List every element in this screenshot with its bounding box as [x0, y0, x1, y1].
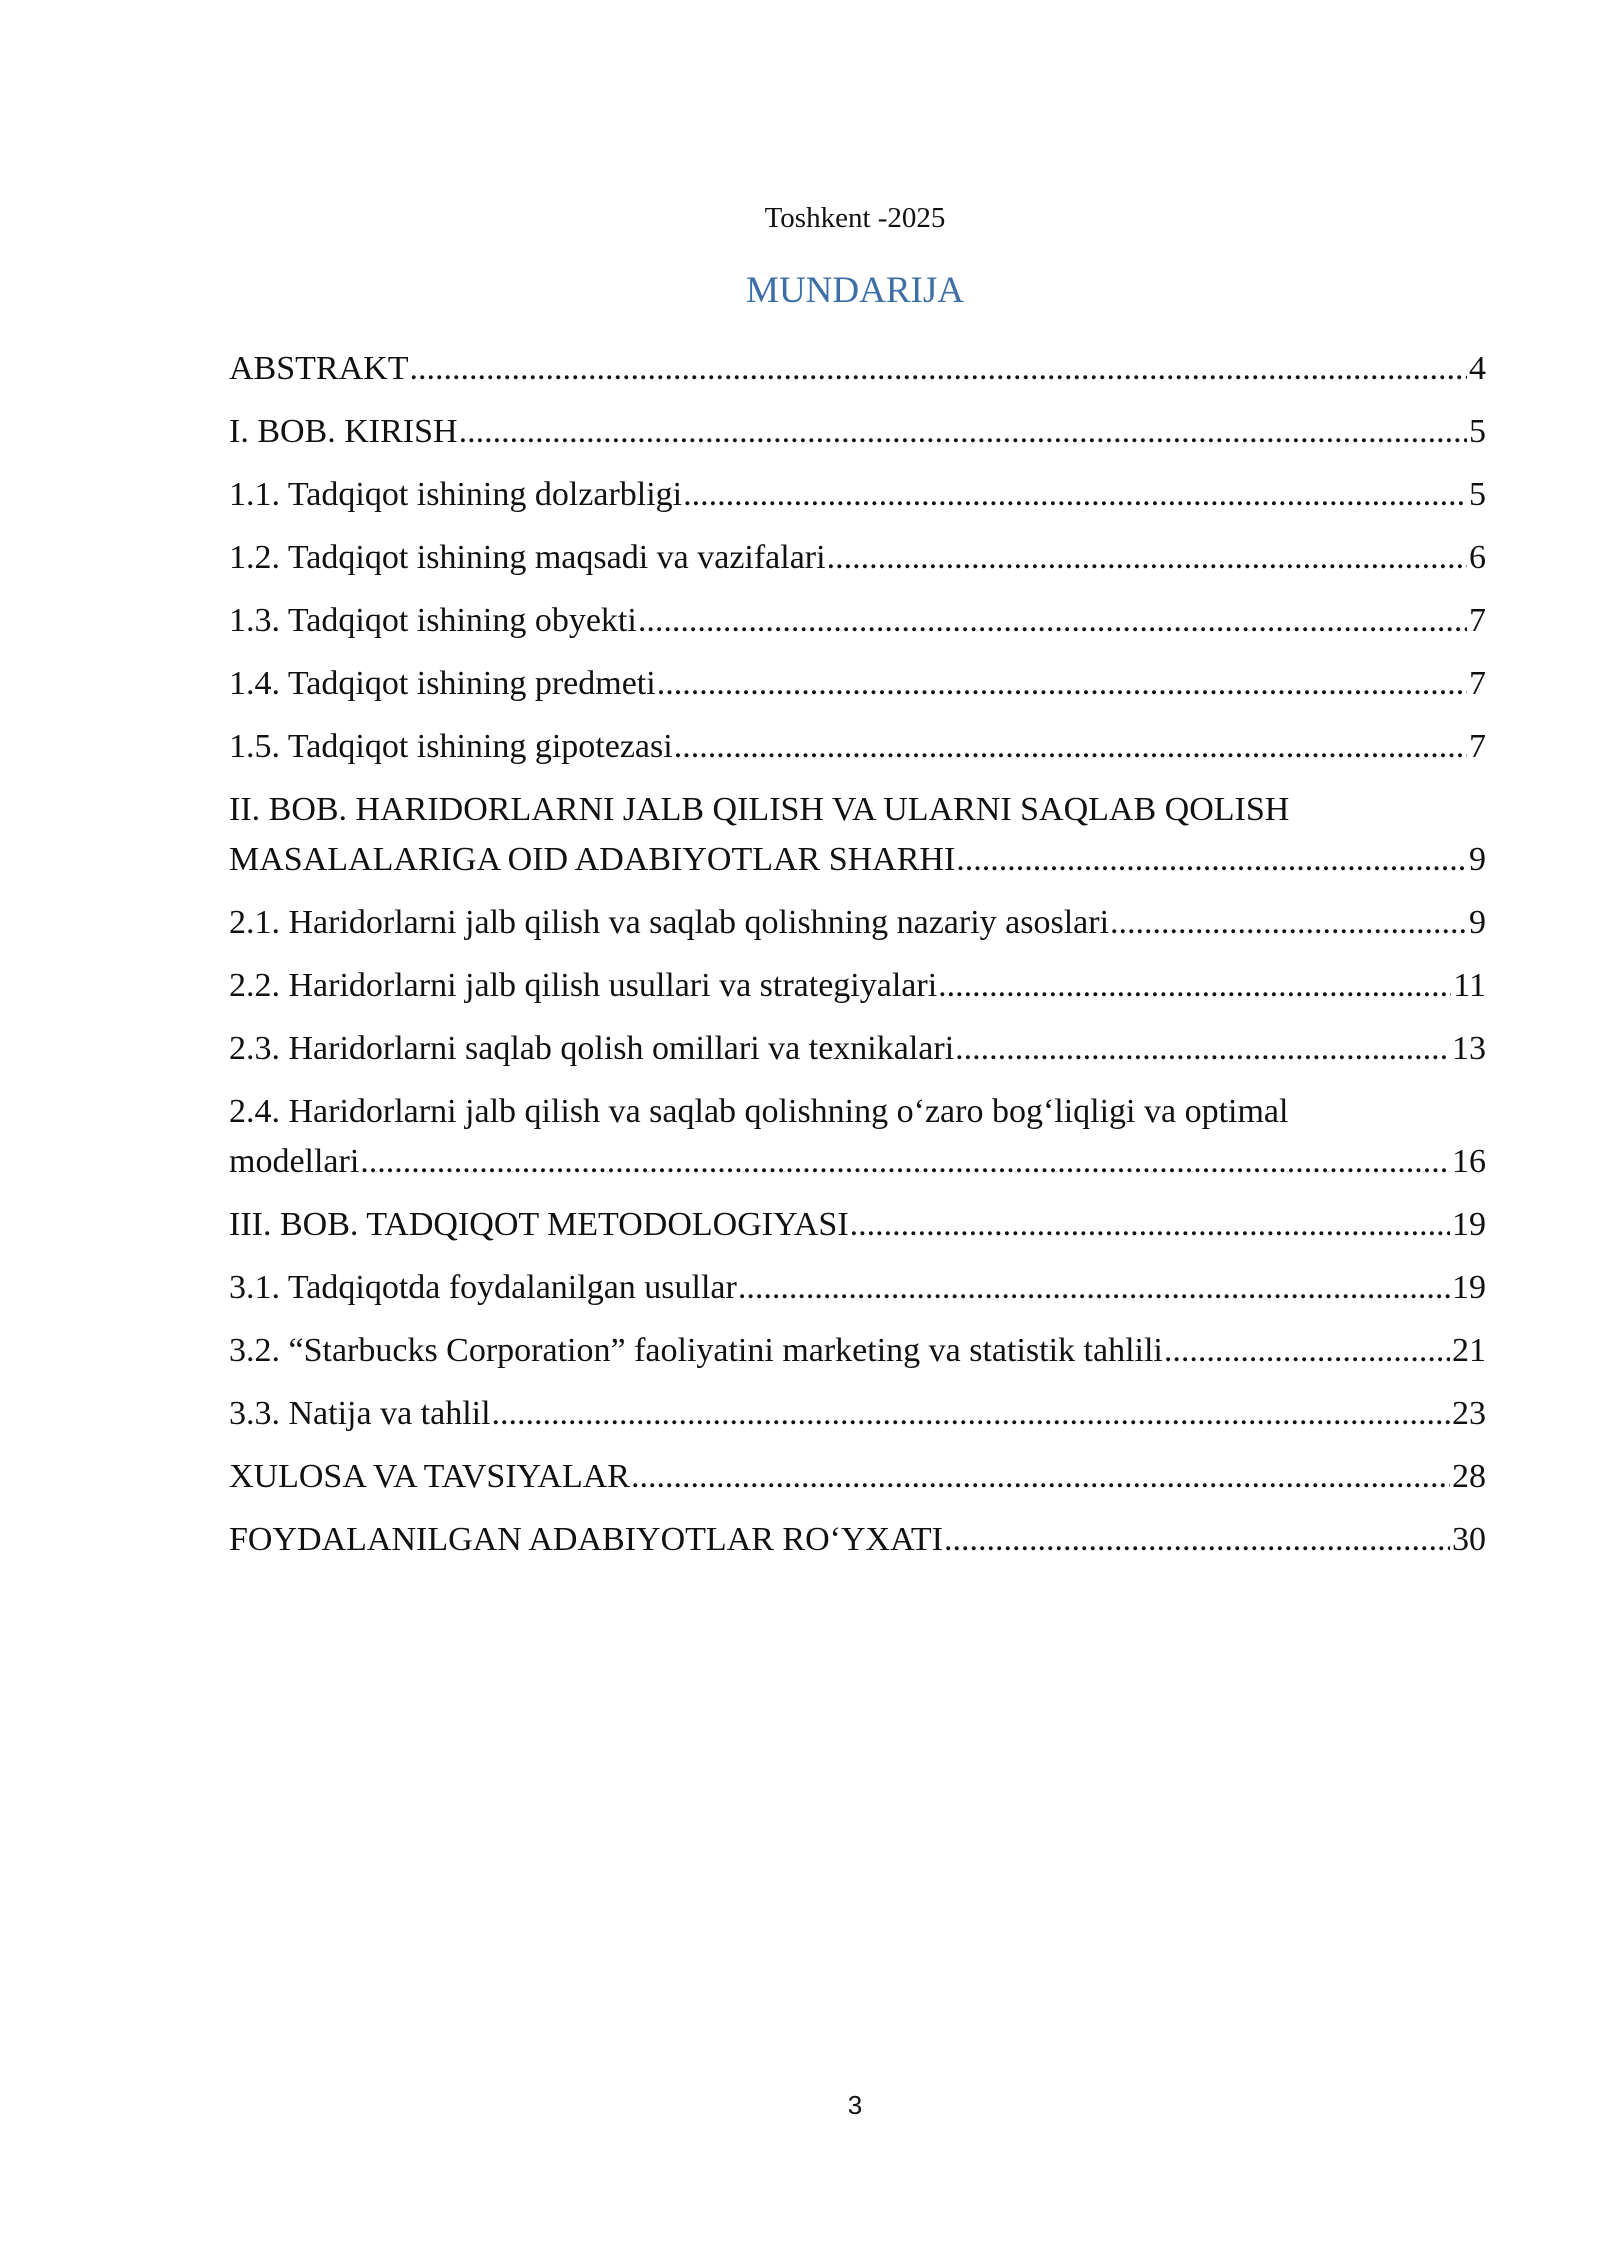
toc-entry-title-line1: II. BOB. HARIDORLARNI JALB QILISH VA ULARNI SAQLAB QOLISH [229, 791, 1290, 828]
toc-dot-leader [492, 1389, 1450, 1439]
toc-entry-page: 6 [1469, 539, 1486, 576]
toc-entry-title: 3.2. “Starbucks Corporation” faoliyatini marketing va statistik tahlili [229, 1332, 1163, 1369]
toc-entry-page: 16 [1452, 1143, 1486, 1180]
toc-entry-page: 21 [1452, 1332, 1486, 1369]
toc-dot-leader [683, 470, 1467, 520]
toc-entry-title: III. BOB. TADQIQOT METODOLOGIYASI [229, 1206, 849, 1243]
toc-entry[interactable] [229, 898, 1486, 948]
toc-dot-leader [738, 1263, 1450, 1313]
toc-dot-leader [850, 1200, 1450, 1250]
toc-entry[interactable] [229, 1326, 1486, 1376]
toc-dot-leader [1164, 1326, 1450, 1376]
toc-dot-leader [956, 835, 1467, 885]
toc-entry[interactable] [229, 1024, 1486, 1074]
toc-entry-page: 9 [1469, 904, 1486, 941]
toc-dot-leader [938, 961, 1451, 1011]
toc-entry-title: I. BOB. KIRISH [229, 413, 458, 450]
toc-dot-leader [944, 1515, 1450, 1565]
toc-entry-page: 13 [1452, 1030, 1486, 1067]
toc-dot-leader [657, 659, 1467, 709]
toc-entry[interactable] [229, 533, 1486, 583]
toc-dot-leader [638, 596, 1467, 646]
toc-entry-title: 3.1. Tadqiqotda foydalanilgan usullar [229, 1269, 737, 1306]
toc-entry-title: 1.4. Tadqiqot ishining predmeti [229, 665, 656, 702]
toc-entry-page: 19 [1452, 1206, 1486, 1243]
toc-entry-title: 1.2. Tadqiqot ishining maqsadi va vazifalari [229, 539, 826, 576]
toc-title: MUNDARIJA [746, 270, 964, 311]
toc-entry-title-line1: 2.4. Haridorlarni jalb qilish va saqlab qolishning o‘zaro bog‘liqligi va optimal [229, 1093, 1289, 1130]
toc-entry[interactable] [229, 470, 1486, 520]
toc-entry-page: 7 [1469, 602, 1486, 639]
toc-dot-leader [955, 1024, 1450, 1074]
toc-entry[interactable] [229, 1263, 1486, 1313]
city-year-line: Toshkent -2025 [764, 202, 946, 234]
table-of-contents [229, 344, 1486, 1578]
toc-entry-page: 19 [1452, 1269, 1486, 1306]
toc-dot-leader [1110, 898, 1467, 948]
toc-entry-title: 2.2. Haridorlarni jalb qilish usullari va strategiyalari [229, 967, 938, 1004]
toc-entry-page: 23 [1452, 1395, 1486, 1432]
toc-entry-page: 30 [1452, 1521, 1486, 1558]
toc-entry[interactable] [229, 659, 1486, 709]
toc-entry-page: 7 [1469, 728, 1486, 765]
toc-entry-title: 1.1. Tadqiqot ishining dolzarbligi [229, 476, 683, 513]
toc-entry[interactable] [229, 961, 1486, 1011]
toc-entry-title: modellari [229, 1143, 360, 1180]
toc-entry-title: MASALALARIGA OID ADABIYOTLAR SHARHI [229, 841, 956, 878]
toc-entry[interactable] [229, 1389, 1486, 1439]
toc-entry[interactable] [229, 722, 1486, 772]
toc-entry-page: 5 [1469, 413, 1486, 450]
toc-entry-page: 11 [1453, 967, 1486, 1004]
toc-entry[interactable] [229, 596, 1486, 646]
toc-dot-leader [360, 1137, 1450, 1187]
toc-entry-title: 1.3. Tadqiqot ishining obyekti [229, 602, 637, 639]
page-number: 3 [847, 2090, 863, 2120]
toc-dot-leader [459, 407, 1467, 457]
toc-entry-page: 28 [1452, 1458, 1486, 1495]
toc-entry-title: XULOSA VA TAVSIYALAR [229, 1458, 630, 1495]
toc-entry-title: 1.5. Tadqiqot ishining gipotezasi [229, 728, 673, 765]
toc-dot-leader [674, 722, 1467, 772]
toc-entry[interactable] [229, 1515, 1486, 1565]
toc-entry-page: 4 [1469, 350, 1486, 387]
toc-entry-title: FOYDALANILGAN ADABIYOTLAR RO‘YXATI [229, 1521, 943, 1558]
toc-entry-title: 2.3. Haridorlarni saqlab qolish omillari va texnikalari [229, 1030, 955, 1067]
toc-entry[interactable] [229, 344, 1486, 394]
toc-dot-leader [827, 533, 1467, 583]
toc-entry[interactable] [229, 785, 1486, 885]
toc-entry-page: 5 [1469, 476, 1486, 513]
toc-entry[interactable] [229, 407, 1486, 457]
toc-dot-leader [631, 1452, 1450, 1502]
toc-entry[interactable] [229, 1200, 1486, 1250]
toc-entry-title: 3.3. Natija va tahlil [229, 1395, 491, 1432]
toc-entry-page: 9 [1469, 841, 1486, 878]
toc-entry[interactable] [229, 1087, 1486, 1187]
toc-entry[interactable] [229, 1452, 1486, 1502]
toc-entry-page: 7 [1469, 665, 1486, 702]
toc-entry-title: 2.1. Haridorlarni jalb qilish va saqlab qolishning nazariy asoslari [229, 904, 1110, 941]
toc-dot-leader [409, 344, 1467, 394]
toc-entry-title: ABSTRAKT [229, 350, 409, 387]
